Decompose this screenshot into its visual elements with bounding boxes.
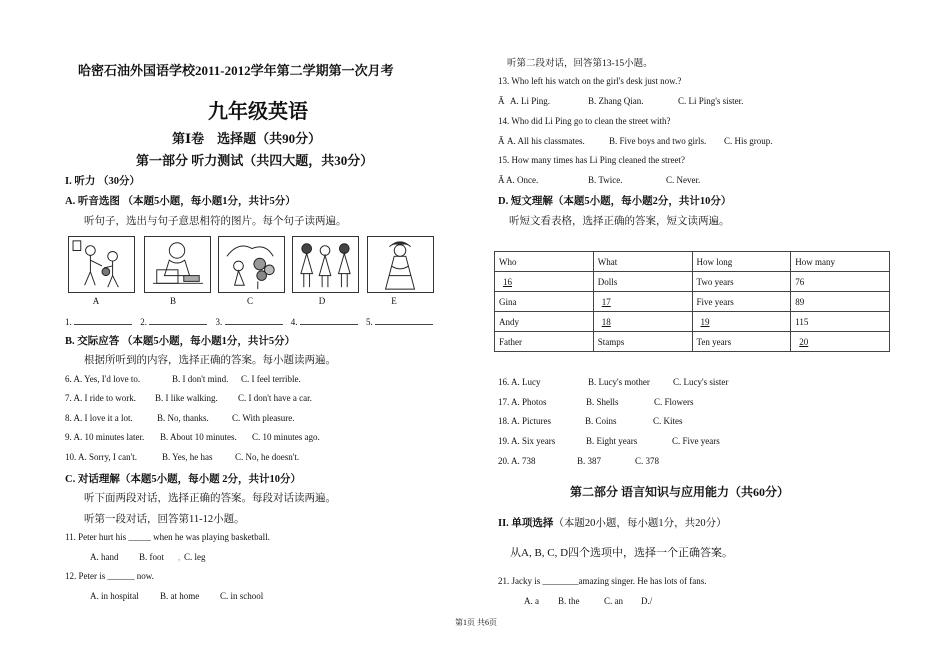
option-a: A. Sorry, I can't. [78, 452, 138, 462]
q14-option-c: C. His group. [724, 136, 773, 146]
q14-option-a: A. All his classmates. [507, 136, 585, 146]
q8-option-c: C. With pleasure. [232, 413, 295, 423]
picture-label-d: D [318, 296, 326, 306]
q20-option-c: C. 378 [635, 456, 660, 466]
q14-option-b: B. Five boys and two girls. [609, 136, 707, 146]
q-number: 7. [65, 393, 72, 403]
section-c-instructions: 听下面两段对话，选择正确的答案。每段对话读两遍。 [84, 493, 336, 504]
q13-mark: Ã [498, 96, 505, 106]
q17-option-b: B. Shells [586, 397, 619, 407]
girls-talking-picture [292, 236, 359, 293]
question-20 [498, 456, 536, 466]
q15-option-a: A. Once. [506, 175, 539, 185]
part2-sub-label: II. 单项选择 [498, 518, 554, 529]
q18-option-b: B. Coins [585, 416, 617, 426]
question-12: 12. Peter is ______ now. [65, 571, 154, 581]
q19-option-c: C. Five years [672, 436, 720, 446]
table-cell: Gina [495, 292, 594, 312]
blank-number: 16 [503, 276, 512, 287]
table-cell [692, 312, 791, 332]
section-d-instructions: 听短文看表格，选择正确的答案，短文读两遍。 [509, 216, 730, 227]
q12-option-b: B. at home [160, 591, 200, 601]
q15-option-b: B. Twice. [588, 175, 623, 185]
table-row [495, 312, 890, 332]
table-header-cell: How many [791, 252, 890, 272]
subject-title: 九年级英语 [208, 101, 308, 123]
part2-title: 第二部分 语言知识与应用能力（共60分） [570, 485, 790, 499]
table-cell: 115 [791, 312, 890, 332]
option-a: A. 10 minutes later. [73, 432, 145, 442]
section-d-title: D. 短文理解（本题5小题，每小题2分，共计10分） [498, 196, 732, 207]
blank-4-line [300, 315, 358, 325]
q20-option-b: B. 387 [577, 456, 602, 466]
man-computer-picture [144, 236, 211, 293]
girl-flowers-picture [218, 236, 285, 293]
question-11: 11. Peter hurt his _____ when he was playing basketball. [65, 532, 270, 542]
blank-number: 17 [601, 296, 611, 307]
q7-option-b: B. I like walking. [155, 393, 218, 403]
q21-option-a: A. a [524, 596, 539, 606]
option-a: A. Pictures [511, 416, 552, 426]
blank-3-label: 3. [215, 317, 223, 327]
question-7 [65, 393, 136, 403]
listening-heading: I. 听力 （30分） [65, 176, 140, 187]
q14-mark: Ã [498, 136, 505, 146]
q-number: 20. [498, 456, 510, 466]
question-15: 15. How many times has Li Ping cleaned the street? [498, 155, 685, 165]
question-9 [65, 432, 144, 442]
q6-option-b: B. I don't mind. [172, 374, 229, 384]
blank-1-line [74, 315, 132, 325]
part2-sub-rest: （本题20小题，每小题1分，共20分） [553, 518, 727, 529]
q11-option-c: C. leg [184, 552, 206, 562]
part1-title: 第一部分 听力测试（共四大题，共30分） [136, 153, 374, 168]
q8-option-b: B. No, thanks. [157, 413, 209, 423]
q6-option-c: C. I feel terrible. [241, 374, 301, 384]
table-cell: Dolls [593, 272, 692, 292]
section-c-title: C. 对话理解（本题5小题，每小题 2分，共计10分） [65, 474, 301, 485]
q-number: 16. [498, 377, 510, 387]
q10-option-c: C. No, he doesn't. [235, 452, 300, 462]
dialogue-2-note: 听第二段对话，回答第13-15小题。 [507, 59, 653, 69]
woman-kimono-picture [367, 236, 434, 293]
option-a: A. I love it a lot. [73, 413, 133, 423]
table-cell [593, 312, 692, 332]
table-header-cell: How long [692, 252, 791, 272]
picture-label-a: A [92, 296, 100, 306]
option-a: A. Photos [511, 397, 547, 407]
question-13: 13. Who left his watch on the girl's desk just now.? [498, 76, 682, 86]
table-cell: 76 [791, 272, 890, 292]
table-cell: Father [495, 332, 594, 352]
q17-option-c: C. Flowers [654, 397, 694, 407]
blank-number: 18 [601, 316, 611, 327]
q21-option-b: B. the [558, 596, 580, 606]
q13-option-b: B. Zhang Qian. [588, 96, 644, 106]
section-a-title: A. 听音选图 （本题5小题，每小题1分，共计5分） [65, 196, 296, 207]
option-a: A. Yes, I'd love to. [73, 374, 141, 384]
question-19 [498, 436, 555, 446]
blank-2-label: 2. [140, 317, 147, 327]
q9-option-b: B. About 10 minutes. [160, 432, 237, 442]
blank-3-line [225, 315, 283, 325]
table-row [495, 272, 890, 292]
q-number: 6. [65, 374, 72, 384]
school-title: 哈密石油外国语学校2011-2012学年第二学期第一次月考 [78, 63, 394, 78]
picture-label-c: C [246, 296, 253, 306]
q-number: 9. [65, 432, 72, 442]
boys-basketball-picture [68, 236, 135, 293]
q-number: 17. [498, 397, 510, 407]
question-17 [498, 397, 547, 407]
blank-5-label: 5. [366, 317, 373, 327]
volume-title: 第Ⅰ卷 选择题（共90分） [172, 131, 322, 146]
picture-label-b: B [169, 296, 176, 306]
part2-instructions: 从A, B, C, D四个选项中，选择一个正确答案。 [510, 547, 734, 559]
table-cell: Andy [495, 312, 594, 332]
q-number: 8. [65, 413, 72, 423]
table-cell [593, 292, 692, 312]
table-cell: Two years [692, 272, 791, 292]
section-a-instructions: 听句子，选出与句子意思相符的图片。每个句子读两遍。 [84, 216, 347, 227]
question-21: 21. Jacky is ________amazing singer. He has lots of fans. [498, 576, 707, 586]
q11-mark: , [178, 552, 181, 562]
blank-1-label: 1. [65, 317, 72, 327]
question-14: 14. Who did Li Ping go to clean the street with? [498, 116, 671, 126]
table-header-cell: What [593, 252, 692, 272]
q10-option-b: B. Yes, he has [162, 452, 213, 462]
q18-option-c: C. Kites [653, 416, 683, 426]
q19-option-b: B. Eight years [586, 436, 638, 446]
q16-option-c: C. Lucy's sister [673, 377, 729, 387]
blank-number: 20 [799, 336, 809, 347]
q11-option-a: A. hand [90, 552, 119, 562]
option-a: A. 738 [511, 456, 536, 466]
q-number: 10. [65, 452, 77, 462]
q21-option-c: C. an [604, 596, 623, 606]
q15-mark: Ã [498, 175, 505, 185]
q11-option-b: B. foot [139, 552, 165, 562]
blank-4-label: 4. [290, 317, 298, 327]
q13-option-a: A. Li Ping. [510, 96, 551, 106]
answer-blanks [65, 315, 433, 327]
question-16 [498, 377, 541, 387]
part2-subheading [498, 515, 727, 530]
q-number: 19. [498, 436, 510, 446]
q12-option-c: C. in school [220, 591, 264, 601]
q16-option-b: B. Lucy's mother [588, 377, 650, 387]
table-header-row [495, 252, 890, 272]
picture-label-e: E [391, 296, 397, 306]
table-row [495, 332, 890, 352]
question-8 [65, 413, 133, 423]
q7-option-c: C. I don't have a car. [238, 393, 312, 403]
table-cell [791, 332, 890, 352]
page-footer: 第1页 共6页 [455, 618, 497, 627]
blank-5-line [375, 315, 433, 325]
q9-option-c: C. 10 minutes ago. [252, 432, 320, 442]
blank-number: 19 [700, 316, 710, 327]
section-b-instructions: 根据所听到的内容，选择正确的答案。每小题读两遍。 [84, 355, 336, 366]
table-cell: 89 [791, 292, 890, 312]
q13-option-c: C. Li Ping's sister. [678, 96, 744, 106]
option-a: A. I ride to work. [73, 393, 137, 403]
question-18 [498, 416, 551, 426]
section-b-title: B. 交际应答 （本题5小题，每小题1分，共计5分） [65, 336, 296, 347]
q21-option-d: D./ [641, 596, 653, 606]
q-number: 18. [498, 416, 510, 426]
dialogue-1-note: 听第一段对话，回答第11-12小题。 [84, 514, 245, 525]
blank-2-line [149, 315, 207, 325]
table-header-cell: Who [495, 252, 594, 272]
q12-option-a: A. in hospital [90, 591, 139, 601]
table-cell [495, 272, 594, 292]
q15-option-c: C. Never. [666, 175, 701, 185]
table-cell: Stamps [593, 332, 692, 352]
table-row [495, 292, 890, 312]
question-10 [65, 452, 137, 462]
hobby-table [494, 251, 890, 352]
option-a: A. Lucy [511, 377, 541, 387]
question-6 [65, 374, 140, 384]
table-cell: Five years [692, 292, 791, 312]
option-a: A. Six years [511, 436, 556, 446]
table-cell: Ten years [692, 332, 791, 352]
